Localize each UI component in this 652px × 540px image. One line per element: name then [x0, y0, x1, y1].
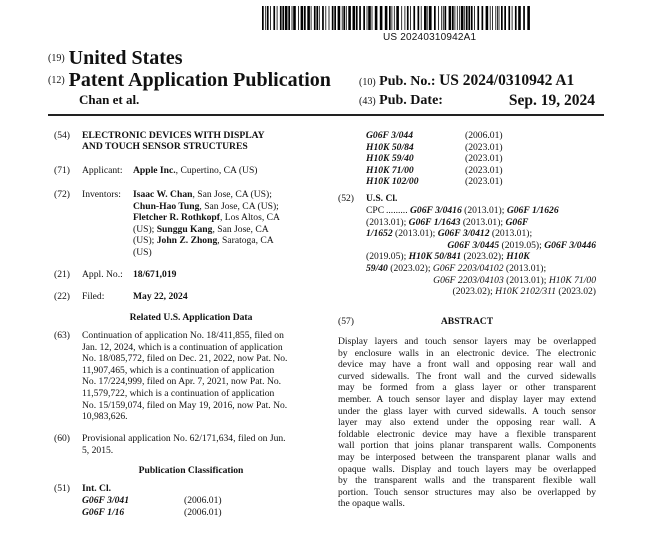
inventor-location: (US);: [133, 223, 157, 235]
applicant-label: Applicant:: [82, 165, 123, 176]
abstract-line: under the glass layer with curved sidewalls. A touch sensor: [338, 405, 596, 417]
abstract-line: may be formed from a glass layer or other transparent: [338, 382, 596, 394]
cpc-line: [453, 286, 596, 298]
pub-type: Patent Application Publication: [68, 69, 331, 91]
abstract-line: portion. Touch sensor structures may also be overlapped by: [338, 486, 596, 498]
int-cl-date: (2006.01): [465, 130, 503, 141]
country-heading: [48, 47, 183, 70]
abstract-line: wall portion that joins planar transparent walls. Components: [338, 440, 596, 452]
cpc-date: (2023.02);: [387, 263, 433, 274]
int-cl-code: H10K 71/00: [366, 164, 414, 176]
cpc-line: [366, 217, 528, 229]
continuation-line: Continuation of application No. 18/411,855, filed on: [82, 330, 284, 341]
abstract-line: device may have a front wall and opposing rear wall and: [338, 359, 596, 371]
appl-no-tag: (21): [54, 269, 70, 280]
inventor-name: Sunggu Kang: [156, 223, 213, 235]
filed-tag: (22): [54, 291, 70, 302]
continuation-tag: (63): [54, 330, 70, 341]
cpc-code: G06F 2203/04103: [433, 274, 504, 286]
applicant-location: , Cupertino, CA (US): [175, 165, 258, 176]
applicant-tag: (71): [54, 165, 70, 176]
inventor-location: , Saratoga, CA: [217, 235, 274, 247]
cpc-date: (2013.01);: [366, 216, 409, 228]
cpc-line: [366, 263, 546, 275]
int-cl-code: H10K 102/00: [366, 176, 419, 188]
int-cl-code: H10K 50/84: [366, 141, 414, 153]
cpc-date: (2013.01);: [461, 205, 507, 216]
continuation-line: No. 17/224,999, filed on Apr. 7, 2021, now Pat. No.: [82, 376, 282, 388]
appl-no-label: Appl. No.:: [82, 269, 123, 280]
applicant-name: Apple Inc.: [133, 165, 176, 176]
cpc-code: G06F 1/1626: [506, 205, 559, 216]
us-cl-tag: (52): [338, 193, 354, 204]
barcode-number: US 20240310942A1: [383, 32, 477, 43]
pub-date-line: [359, 93, 595, 109]
cpc-line: [386, 205, 559, 217]
cpc-date: (2023.02);: [461, 251, 507, 263]
int-cl-code: G06F 3/044: [366, 130, 413, 141]
inventor-line: [133, 189, 272, 201]
int-cl-code: H10K 59/40: [366, 153, 414, 165]
cpc-date: (2013.01);: [503, 263, 547, 274]
int-cl-code: G06F 1/16: [82, 506, 125, 518]
inventor-line: [133, 235, 274, 247]
abstract-tag: (57): [338, 316, 354, 327]
inventor-location: , Los Altos, CA: [219, 212, 280, 224]
cpc-line: [366, 251, 530, 263]
cpc-code: 1/1652: [366, 228, 393, 240]
cpc-code: G06F 3/0416: [409, 205, 462, 216]
inventors-label: Inventors:: [82, 189, 121, 200]
title-tag: (54): [54, 130, 70, 141]
provisional-line: 5, 2015.: [82, 444, 114, 456]
title-line-1: ELECTRONIC DEVICES WITH DISPLAY: [82, 130, 265, 141]
related-data-heading: Related U.S. Application Data: [129, 312, 253, 323]
int-cl-date: (2023.01): [465, 164, 503, 176]
filed-value: May 22, 2024: [133, 291, 188, 302]
cpc-date: (2013.01);: [489, 228, 533, 240]
continuation-line: 11,907,465, which is a continuation of application: [82, 364, 275, 376]
int-cl-code: G06F 3/041: [82, 495, 129, 506]
cpc-date: (2013.01);: [503, 274, 549, 286]
cpc-code: G06F 2203/04102: [432, 263, 504, 274]
inventor-line: [133, 247, 152, 259]
provisional-tag: (60): [54, 433, 70, 444]
int-cl-date: (2023.01): [465, 153, 503, 165]
inventor-location: , San Jose, CA (US);: [192, 189, 272, 200]
abstract-line: layer may also extend under the opposing rear wall. A: [338, 417, 596, 429]
cpc-code: G06F 1/1643: [408, 216, 461, 228]
inventor-line: [133, 201, 279, 213]
inventor-name: Fletcher R. Rothkopf: [133, 212, 220, 224]
inventors-tag: (72): [54, 189, 70, 200]
inventor-line: [133, 224, 269, 236]
inventor-location: (US): [133, 247, 152, 258]
us-cl-label: U.S. Cl.: [366, 193, 398, 204]
abstract-line: curved sidewalls. The front wall and the curved sidewalls: [338, 370, 596, 382]
cpc-date: (2019.05);: [499, 239, 545, 251]
int-cl-tag: (51): [54, 483, 70, 494]
abstract-line: Display layers and touch sensor layers may be overlapped: [338, 336, 596, 347]
int-cl-date: (2023.01): [465, 176, 503, 188]
abstract-line: may be interposed between the transparent planar walls and: [338, 452, 596, 463]
pub-type-tag: (12): [48, 75, 65, 86]
publication-type-heading: [48, 69, 331, 92]
pub-no-tag: (10): [359, 77, 376, 88]
inventor-location: , San Jose, CA: [212, 223, 269, 235]
cpc-code: H10K 2102/311: [495, 286, 557, 298]
barcode: [262, 6, 532, 30]
abstract-line: opaque walls. Display and touch layers may be overlapped: [338, 463, 596, 475]
continuation-line: 11,579,722, which is a continuation of application: [82, 388, 275, 399]
cpc-code: G06F 3/0446: [544, 239, 596, 251]
header-rule: [48, 114, 604, 116]
publication-classification-heading: Publication Classification: [138, 465, 244, 476]
inventor-name: Isaac W. Chan: [133, 189, 193, 200]
cpc-code: H10K: [506, 251, 530, 263]
abstract-line: member. A touch sensor layer and display layer may extend: [338, 394, 596, 405]
abstract-line: the opaque walls.: [338, 498, 405, 510]
cpc-date: (2023.02);: [452, 286, 496, 298]
int-cl-label: Int. Cl.: [82, 483, 112, 494]
continuation-line: No. 15/159,074, filed on May 19, 2016, now Pat. No.: [82, 399, 288, 411]
cpc-code: 59/40: [366, 263, 388, 274]
int-cl-date: (2006.01): [184, 495, 222, 506]
cpc-code: H10K 50/841: [408, 251, 462, 263]
continuation-line: 10,983,626.: [82, 411, 128, 423]
title-line-2: AND TOUCH SENSOR STRUCTURES: [82, 141, 248, 152]
cpc-line: [366, 228, 532, 240]
abstract-heading: ABSTRACT: [440, 316, 494, 327]
cpc-code: G06F: [505, 216, 529, 228]
inventor-line: [133, 212, 280, 224]
abstract-line: by enclosure walls in an electronic device. The electronic: [338, 347, 596, 359]
pub-date-label: Pub. Date:: [379, 93, 443, 108]
cpc-date: (2013.01);: [460, 216, 506, 228]
cpc-date: (2019.05);: [366, 251, 409, 263]
inventor-name: Chun-Hao Tung: [133, 200, 200, 212]
authors: Chan et al.: [79, 92, 140, 107]
country-name: United States: [68, 47, 183, 69]
filed-label: Filed:: [82, 291, 105, 302]
cpc-code: G06F 3/0412: [437, 228, 490, 240]
cpc-code: G06F 3/0445: [447, 239, 500, 251]
pub-no-value: US 2024/0310942 A1: [439, 72, 575, 89]
cpc-code: H10K 71/00: [548, 274, 596, 286]
pub-date-tag: (43): [359, 96, 376, 107]
cpc-line: [447, 240, 596, 252]
cpc-label: CPC: [366, 205, 385, 216]
pub-number-line: [359, 72, 574, 90]
continuation-line: Jan. 12, 2024, which is a continuation of application: [82, 341, 283, 353]
applicant-value: [133, 165, 257, 177]
provisional-line: Provisional application No. 62/171,634, filed on Jun.: [82, 433, 286, 444]
int-cl-date: (2006.01): [184, 506, 222, 518]
appl-no-value: 18/671,019: [133, 269, 177, 280]
pub-no-label: Pub. No.:: [379, 74, 436, 89]
abstract-line: foldable electronic device may have a flexible transparent: [338, 428, 596, 440]
abstract-line: by the transparent walls and the transparent flexible wall: [338, 475, 596, 487]
cpc-date: (2013.01);: [392, 228, 438, 240]
int-cl-date: (2023.01): [465, 141, 503, 153]
cpc-date: .........: [386, 205, 410, 216]
pub-date-value: Sep. 19, 2024: [508, 92, 595, 109]
continuation-line: No. 18/085,772, filed on Dec. 21, 2022, now Pat. No.: [82, 353, 288, 365]
country-tag: (19): [48, 53, 65, 64]
cpc-date: (2023.02): [556, 286, 596, 298]
inventor-location: (US);: [133, 235, 157, 247]
cpc-line: [433, 275, 596, 287]
inventor-name: John Z. Zhong: [156, 235, 218, 247]
inventor-location: , San Jose, CA (US);: [199, 200, 279, 212]
